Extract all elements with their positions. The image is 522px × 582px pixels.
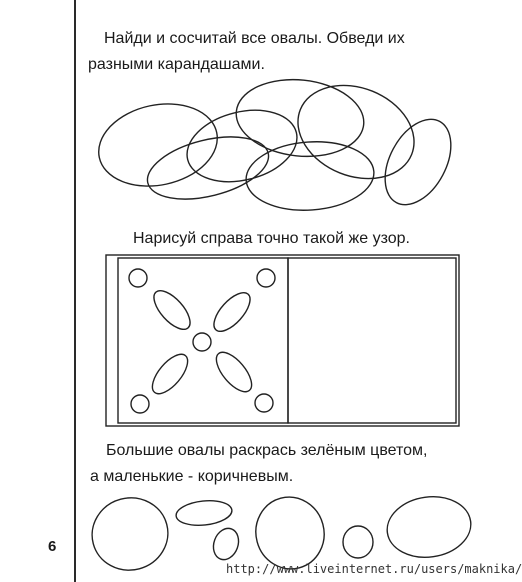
oval-left-large[interactable] <box>91 93 225 196</box>
exercise1-instruction-line2: разными карандашами. <box>88 56 265 73</box>
big-oval-3[interactable] <box>383 491 475 562</box>
small-oval-1[interactable] <box>175 498 233 528</box>
petal-oval-top-right <box>208 287 256 337</box>
small-oval-3[interactable] <box>343 526 373 558</box>
exercise3-instruction-line2: а маленькие - коричневым. <box>90 468 294 485</box>
small-oval-2[interactable] <box>209 525 242 563</box>
oval-top-center[interactable] <box>232 74 367 163</box>
oval-bottom-center[interactable] <box>244 138 376 215</box>
exercise2-instruction: Нарисуй справа точно такой же узор. <box>133 230 410 247</box>
exercise3-instruction-line1: Большие овалы раскрась зелёным цветом, <box>106 442 428 459</box>
pattern-sample-square <box>118 258 288 423</box>
big-oval-1[interactable] <box>84 489 176 578</box>
exercise1-instruction-line1: Найди и сосчитай все овалы. Обведи их <box>104 30 405 47</box>
oval-bottom-left[interactable] <box>141 126 275 210</box>
pattern-drawing-area[interactable] <box>288 258 456 423</box>
corner-circle-top-left <box>129 269 147 287</box>
corner-circle-bottom-left <box>131 395 149 413</box>
overlapping-ovals-figure <box>91 69 464 216</box>
petal-oval-top-left <box>148 285 196 335</box>
pattern-sample <box>129 269 275 413</box>
oval-right[interactable] <box>372 108 465 216</box>
watermark-url: http://www.liveinternet.ru/users/maknika/ <box>226 562 522 576</box>
pattern-exercise-frame <box>106 255 459 426</box>
petal-oval-bottom-right <box>210 347 258 398</box>
corner-circle-bottom-right <box>255 394 273 412</box>
center-circle <box>193 333 211 351</box>
exercise3-instruction <box>90 438 476 490</box>
corner-circle-top-right <box>257 269 275 287</box>
page-number: 6 <box>48 538 57 555</box>
petal-oval-bottom-left <box>146 349 194 400</box>
pattern-outer-frame <box>106 255 459 426</box>
